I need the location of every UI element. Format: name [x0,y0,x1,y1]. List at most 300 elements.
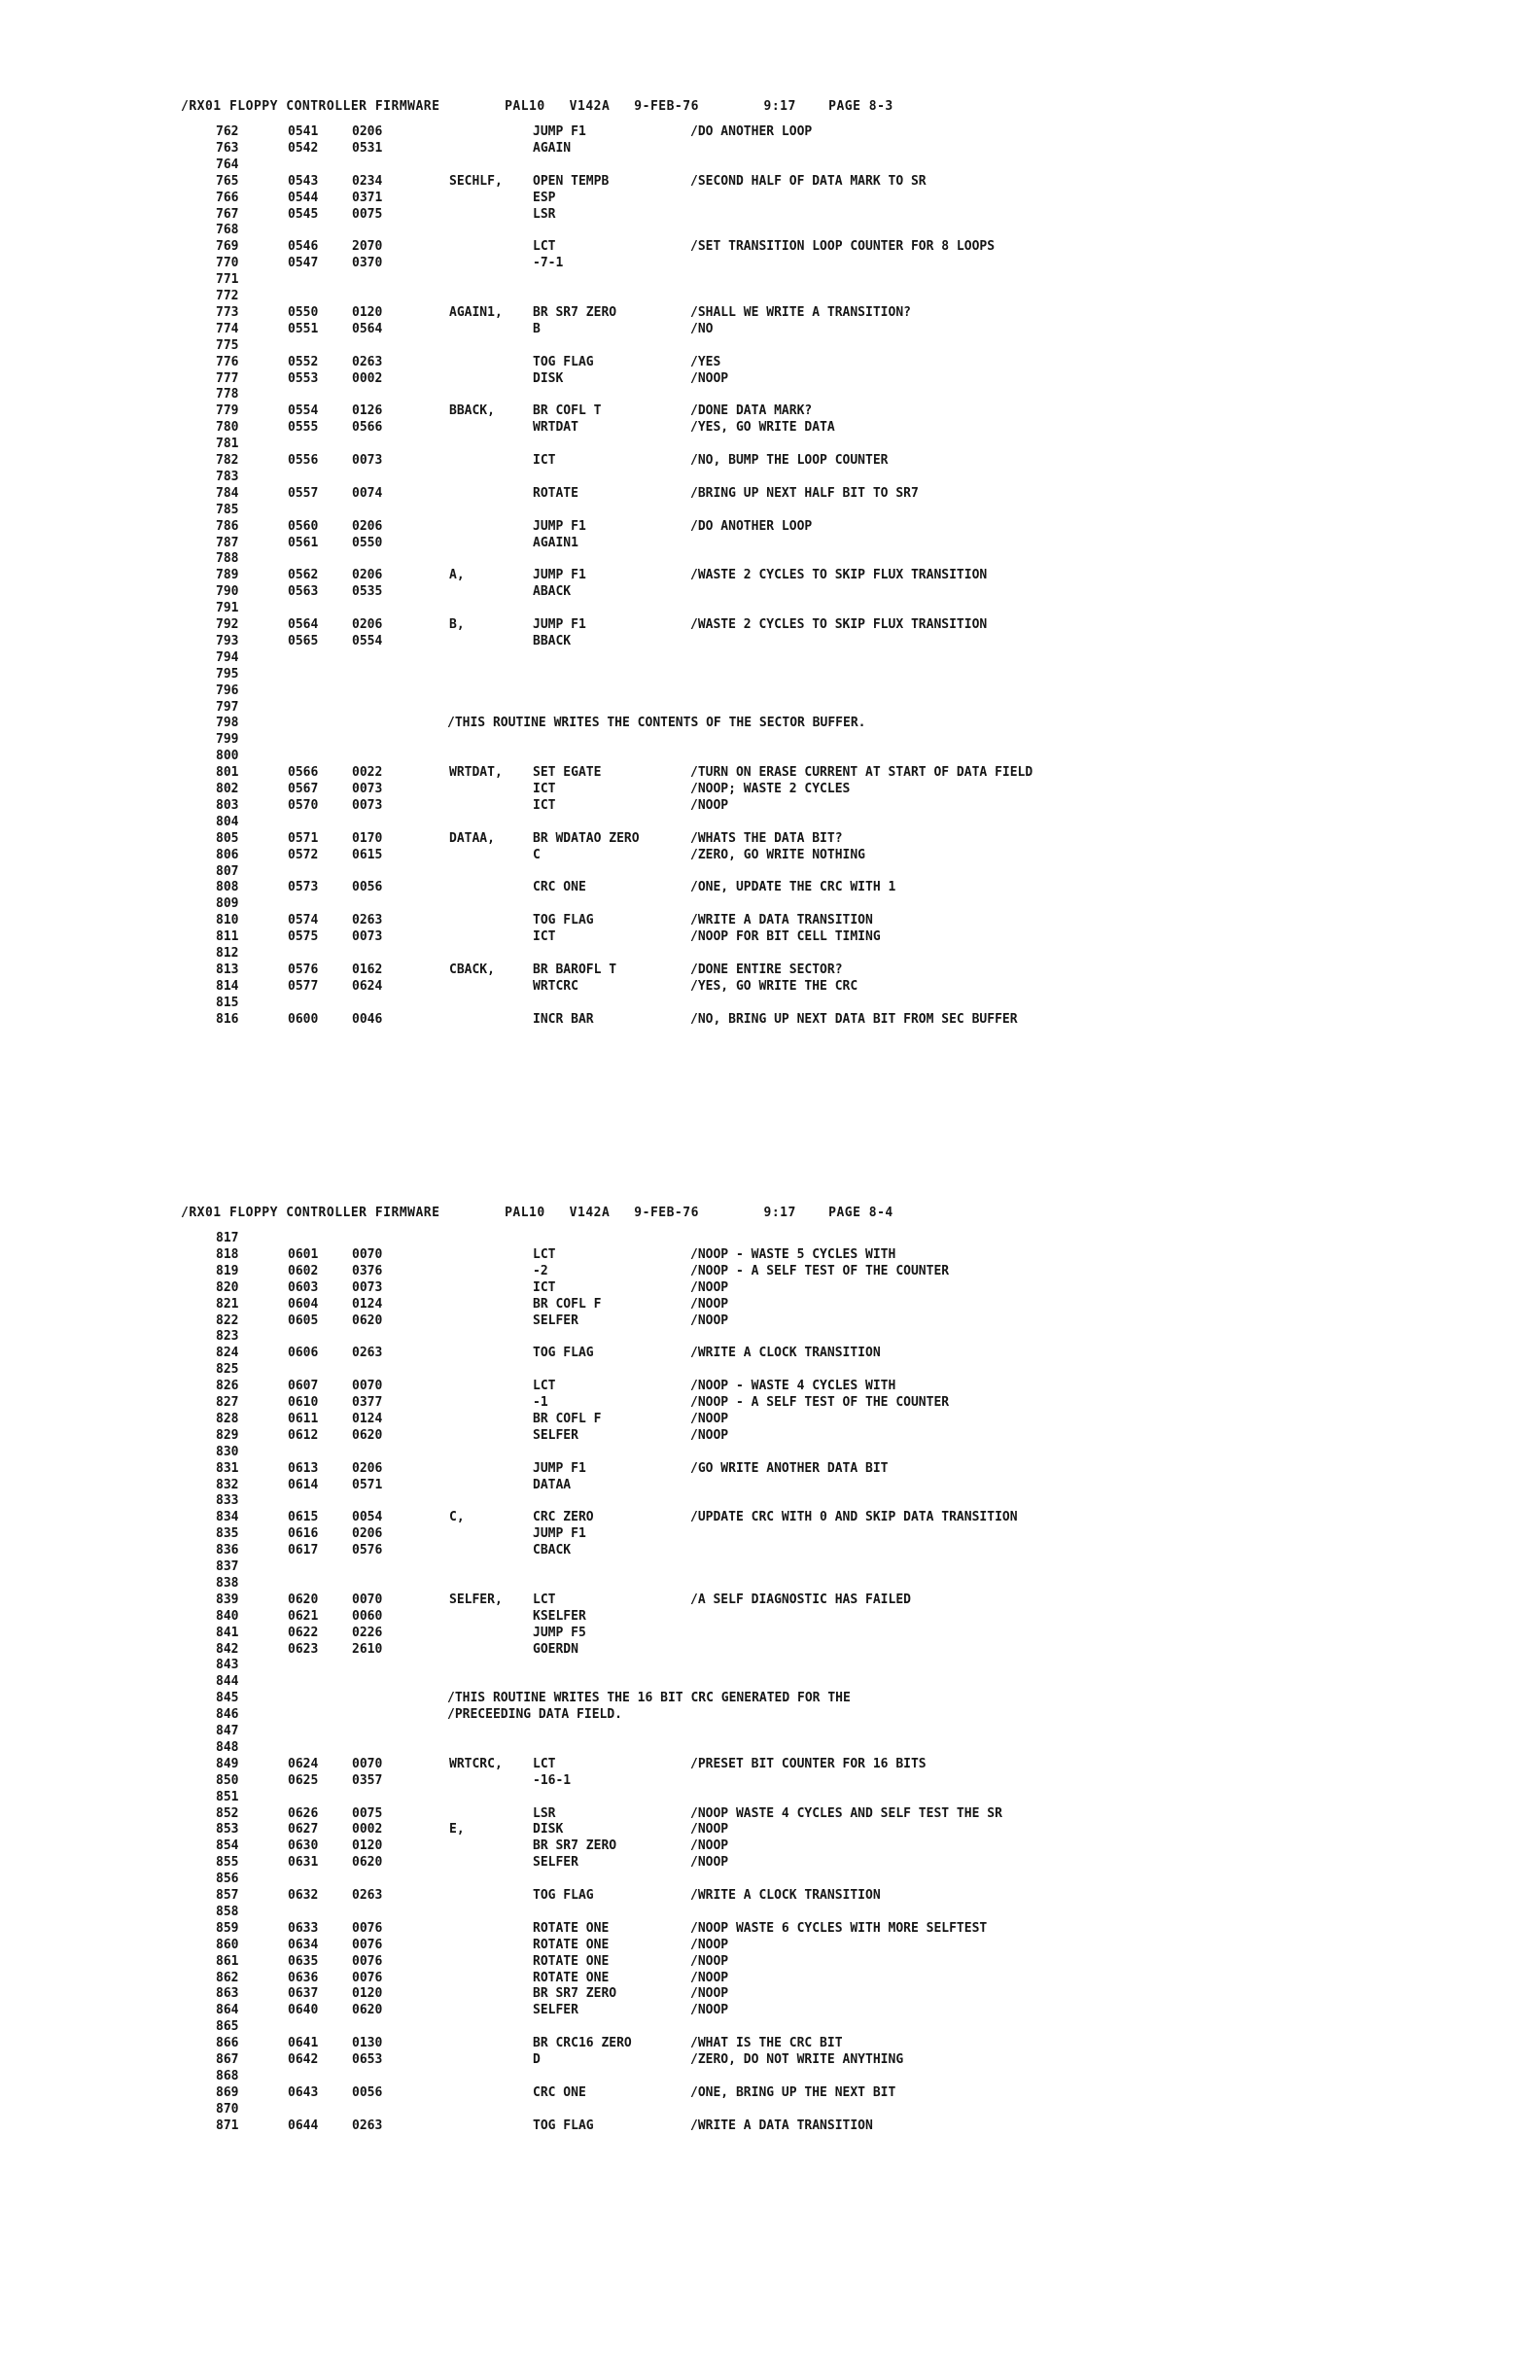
address: 0603 [288,1279,319,1295]
line-number: 813 [216,962,239,977]
listing-line [0,2036,1540,2052]
line-number: 764 [216,157,239,172]
listing-line [0,124,1540,141]
listing-line [0,1986,1540,2003]
address: 0573 [288,880,319,895]
line-number: 795 [216,666,239,682]
instruction: SELFER [533,1855,578,1871]
comment: /NO [690,321,714,336]
octal-value: 0070 [352,1379,383,1394]
listing-line [0,880,1540,896]
instruction: LSR [533,206,556,222]
instruction: KSELFER [533,1608,586,1624]
listing-line [0,1740,1540,1757]
address: 0613 [288,1460,319,1476]
listing-line [0,223,1540,239]
address: 0556 [288,453,319,468]
comment: /ZERO, GO WRITE NOTHING [690,847,866,862]
listing-line [0,551,1540,568]
line-number: 819 [216,1263,239,1278]
address: 0551 [288,321,319,336]
line-number: 773 [216,304,239,320]
instruction: LCT [533,1246,556,1262]
line-number: 803 [216,797,239,813]
line-number: 828 [216,1411,239,1426]
listing-line [0,896,1540,913]
line-number: 846 [216,1707,239,1723]
octal-value: 0206 [352,1526,383,1542]
line-number: 841 [216,1625,239,1640]
octal-value: 0263 [352,2118,383,2133]
instruction: SELFER [533,1427,578,1443]
comment: /A SELF DIAGNOSTIC HAS FAILED [690,1592,911,1607]
line-number: 859 [216,1920,239,1936]
listing-line [0,1707,1540,1724]
octal-value: 0076 [352,1953,383,1969]
instruction: CRC ONE [533,2084,586,2100]
line-number: 826 [216,1379,239,1394]
line-number: 796 [216,682,239,698]
comment: /SET TRANSITION LOOP COUNTER FOR 8 LOOPS [690,239,996,255]
instruction: ROTATE ONE [533,1970,610,1985]
address: 0550 [288,304,319,320]
octal-value: 0263 [352,913,383,928]
address: 0561 [288,535,319,550]
address: 0555 [288,420,319,436]
listing-line [0,453,1540,470]
line-number: 861 [216,1953,239,1969]
listing-line [0,1012,1540,1029]
comment: /NOOP [690,1312,729,1328]
address: 0571 [288,830,319,846]
listing-line [0,1888,1540,1905]
comment: /SHALL WE WRITE A TRANSITION? [690,304,911,320]
octal-value: 0531 [352,140,383,156]
line-number: 790 [216,584,239,600]
comment: /NOOP [690,797,729,813]
octal-value: 0206 [352,1460,383,1476]
line-number: 799 [216,732,239,748]
octal-value: 0070 [352,1592,383,1607]
listing-line [0,387,1540,403]
line-number: 801 [216,765,239,781]
octal-value: 0263 [352,354,383,369]
instruction: ABACK [533,584,572,600]
label: SECHLF, [449,173,503,189]
listing-line [0,1938,1540,1954]
listing-line [0,1526,1540,1543]
line-number: 811 [216,929,239,945]
address: 0576 [288,962,319,977]
line-number: 797 [216,699,239,715]
listing-line [0,1592,1540,1609]
line-number: 770 [216,256,239,271]
listing-line [0,1921,1540,1938]
line-number: 822 [216,1312,239,1328]
comment: /YES, GO WRITE THE CRC [690,978,858,994]
listing-line [0,1626,1540,1642]
listing-line [0,1872,1540,1888]
listing-line [0,437,1540,453]
octal-value: 0550 [352,535,383,550]
listing-line [0,1428,1540,1445]
listing-line [0,1905,1540,1921]
octal-value: 0022 [352,765,383,781]
label: DATAA, [449,830,495,846]
instruction: AGAIN1 [533,535,578,550]
comment: /NOOP - A SELF TEST OF THE COUNTER [690,1395,950,1410]
comment: /NOOP [690,1937,729,1952]
address: 0607 [288,1379,319,1394]
listing-line [0,601,1540,617]
comment: /WRITE A CLOCK TRANSITION [690,1888,881,1903]
instruction: B [533,321,541,336]
listing-line [0,1806,1540,1823]
line-number: 836 [216,1543,239,1558]
line-number: 792 [216,617,239,632]
listing-line [0,289,1540,305]
address: 0604 [288,1296,319,1312]
instruction: GOERDN [533,1641,578,1657]
instruction: -16-1 [533,1772,572,1788]
line-number: 786 [216,518,239,534]
octal-value: 0566 [352,420,383,436]
octal-value: 0073 [352,782,383,796]
instruction: SELFER [533,1312,578,1328]
address: 0600 [288,1011,319,1027]
octal-value: 0234 [352,173,383,189]
listing-line [0,1609,1540,1626]
address: 0563 [288,584,319,600]
listing-line [0,1412,1540,1428]
line-number: 794 [216,649,239,665]
line-number: 871 [216,2118,239,2133]
instruction: CRC ZERO [533,1510,594,1525]
address: 0543 [288,173,319,189]
instruction: TOG FLAG [533,2118,594,2133]
address: 0636 [288,1970,319,1985]
comment: /YES, GO WRITE DATA [690,420,835,436]
comment: /NOOP [690,1838,729,1854]
instruction: JUMP F1 [533,617,586,632]
address: 0616 [288,1526,319,1542]
line-number: 834 [216,1510,239,1525]
address: 0602 [288,1263,319,1278]
page-header: /RX01 FLOPPY CONTROLLER FIRMWARE PAL10 V142A 9-FEB-76 9:17 PAGE 8-4 [181,1206,893,1220]
octal-value: 0620 [352,2003,383,2018]
listing-line [0,519,1540,536]
listing-line [0,2085,1540,2102]
comment: /NOOP [690,1953,729,1969]
line-number: 817 [216,1231,239,1245]
comment: /DO ANOTHER LOOP [690,518,813,534]
address: 0541 [288,124,319,139]
line-number: 858 [216,1904,239,1919]
line-number: 812 [216,946,239,961]
octal-value: 0377 [352,1395,383,1410]
listing-line [0,1445,1540,1461]
listing-line [0,207,1540,224]
line-number: 808 [216,880,239,895]
comment: /BRING UP NEXT HALF BIT TO SR7 [690,485,919,501]
address: 0560 [288,518,319,534]
line-number: 767 [216,206,239,222]
comment: /WHAT IS THE CRC BIT [690,2036,843,2051]
line-number: 802 [216,782,239,796]
line-number: 807 [216,863,239,879]
octal-value: 2070 [352,239,383,255]
instruction: ICT [533,453,556,468]
address: 0615 [288,1510,319,1525]
listing-line [0,239,1540,256]
listing-line [0,1971,1540,1987]
instruction: JUMP F5 [533,1625,586,1640]
listing-line [0,1658,1540,1674]
instruction: -2 [533,1263,548,1278]
listing-line [0,765,1540,782]
instruction: ROTATE [533,485,578,501]
address: 0562 [288,568,319,583]
address: 0627 [288,1822,319,1838]
comment: /NOOP [690,1822,729,1838]
listing-line [0,700,1540,717]
instruction: ROTATE ONE [533,1920,610,1936]
listing-line [0,1362,1540,1379]
address: 0637 [288,1986,319,2002]
line-number: 842 [216,1641,239,1657]
line-number: 793 [216,633,239,648]
line-number: 856 [216,1872,239,1887]
listing-line [0,864,1540,881]
instruction: DISK [533,1822,564,1838]
address: 0620 [288,1592,319,1607]
address: 0605 [288,1312,319,1328]
line-number: 821 [216,1296,239,1312]
instruction: LCT [533,1756,556,1771]
line-number: 840 [216,1608,239,1624]
octal-value: 0206 [352,124,383,139]
octal-value: 0046 [352,1011,383,1027]
octal-value: 0206 [352,568,383,583]
instruction: TOG FLAG [533,354,594,369]
octal-value: 0620 [352,1312,383,1328]
line-number: 804 [216,814,239,829]
line-number: 784 [216,485,239,501]
line-number: 806 [216,847,239,862]
comment: /DO ANOTHER LOOP [690,124,813,139]
line-number: 783 [216,469,239,484]
line-number: 865 [216,2019,239,2035]
listing-line [0,272,1540,289]
line-number: 853 [216,1822,239,1838]
label: BBACK, [449,403,495,419]
address: 0545 [288,206,319,222]
instruction: BR SR7 ZERO [533,1986,617,2002]
line-number: 769 [216,239,239,255]
listing-line [0,1297,1540,1313]
octal-value: 0620 [352,1427,383,1443]
line-number: 800 [216,749,239,764]
instruction: CRC ONE [533,880,586,895]
line-number: 816 [216,1011,239,1027]
label: E, [449,1822,465,1838]
instruction: C [533,847,541,862]
octal-value: 0370 [352,256,383,271]
comment: /ONE, UPDATE THE CRC WITH 1 [690,880,896,895]
line-number: 815 [216,995,239,1010]
line-number: 855 [216,1855,239,1871]
octal-value: 0653 [352,2052,383,2067]
address: 0546 [288,239,319,255]
comment: /NOOP WASTE 6 CYCLES WITH MORE SELFTEST [690,1920,988,1936]
instruction: BR COFL F [533,1296,602,1312]
octal-value: 0124 [352,1411,383,1426]
listing-line [0,831,1540,848]
comment-text: /THIS ROUTINE WRITES THE CONTENTS OF THE SECTOR BUFFER. [447,716,866,731]
octal-value: 0073 [352,453,383,468]
line-number: 818 [216,1246,239,1262]
listing-line [0,256,1540,272]
line-number: 837 [216,1559,239,1574]
instruction: BR COFL F [533,1411,602,1426]
address: 0622 [288,1625,319,1640]
listing-line [0,1543,1540,1559]
octal-value: 0615 [352,847,383,862]
octal-value: 0075 [352,1805,383,1821]
address: 0564 [288,617,319,632]
line-number: 766 [216,190,239,205]
listing-line [0,1855,1540,1872]
octal-value: 0075 [352,206,383,222]
listing-line [0,1773,1540,1790]
listing-line [0,1724,1540,1740]
comment: /NOOP - WASTE 5 CYCLES WITH [690,1246,896,1262]
listing-line [0,1395,1540,1412]
octal-value: 0170 [352,830,383,846]
comment: /NOOP [690,1970,729,1985]
comment: /NOOP [690,1411,729,1426]
listing-line [0,1838,1540,1855]
listing-line [0,1329,1540,1346]
line-number: 787 [216,535,239,550]
listing-line [0,1231,1540,1247]
listing-line [0,305,1540,322]
listing-line [0,470,1540,486]
address: 0633 [288,1920,319,1936]
instruction: BR BAROFL T [533,962,617,977]
line-number: 845 [216,1691,239,1706]
listing-line [0,1510,1540,1526]
instruction: AGAIN [533,140,572,156]
address: 0641 [288,2036,319,2051]
comment: /WRITE A DATA TRANSITION [690,2118,873,2133]
address: 0572 [288,847,319,862]
instruction: JUMP F1 [533,124,586,139]
line-number: 870 [216,2101,239,2117]
octal-value: 0206 [352,518,383,534]
address: 0611 [288,1411,319,1426]
line-number: 867 [216,2052,239,2067]
octal-value: 0124 [352,1296,383,1312]
line-number: 860 [216,1937,239,1952]
address: 0626 [288,1805,319,1821]
line-number: 780 [216,420,239,436]
address: 0631 [288,1855,319,1871]
listing-line [0,1674,1540,1691]
listing-line [0,929,1540,946]
comment: /NOOP - WASTE 4 CYCLES WITH [690,1379,896,1394]
comment: /NOOP [690,1986,729,2002]
instruction: BR WDATAO ZERO [533,830,640,846]
octal-value: 0206 [352,617,383,632]
listing-line [0,1790,1540,1806]
line-number: 782 [216,453,239,468]
listing-line [0,848,1540,864]
octal-value: 0056 [352,2084,383,2100]
instruction: D [533,2052,541,2067]
line-number: 768 [216,223,239,238]
octal-value: 0535 [352,584,383,600]
line-number: 791 [216,601,239,616]
listing-line [0,1559,1540,1576]
comment: /TURN ON ERASE CURRENT AT START OF DATA FIELD [690,765,1033,781]
comment: /NOOP WASTE 4 CYCLES AND SELF TEST THE SR [690,1805,1002,1821]
line-number: 762 [216,124,239,139]
listing-line [0,2118,1540,2135]
address: 0614 [288,1477,319,1492]
octal-value: 2610 [352,1641,383,1657]
octal-value: 0073 [352,929,383,945]
instruction: JUMP F1 [533,518,586,534]
comment: /NO, BUMP THE LOOP COUNTER [690,453,889,468]
address: 0575 [288,929,319,945]
address: 0635 [288,1953,319,1969]
address: 0630 [288,1838,319,1854]
address: 0642 [288,2052,319,2067]
line-number: 835 [216,1526,239,1542]
line-number: 832 [216,1477,239,1492]
listing-line [0,191,1540,207]
line-number: 788 [216,551,239,567]
comment: /ONE, BRING UP THE NEXT BIT [690,2084,896,2100]
instruction: BBACK [533,633,572,648]
comment: /NOOP - A SELF TEST OF THE COUNTER [690,1263,950,1278]
comment: /DONE DATA MARK? [690,403,813,419]
listing-line [0,1691,1540,1707]
listing-line [0,946,1540,962]
label: AGAIN1, [449,304,503,320]
address: 0552 [288,354,319,369]
octal-value: 0056 [352,880,383,895]
instruction: CBACK [533,1543,572,1558]
listing-line [0,2052,1540,2069]
line-number: 869 [216,2084,239,2100]
octal-value: 0371 [352,190,383,205]
instruction: -1 [533,1395,548,1410]
comment: /NOOP [690,370,729,386]
line-number: 774 [216,321,239,336]
line-number: 771 [216,272,239,288]
label: B, [449,617,465,632]
octal-value: 0126 [352,403,383,419]
comment: /NOOP; WASTE 2 CYCLES [690,782,851,796]
line-number: 839 [216,1592,239,1607]
comment: /WASTE 2 CYCLES TO SKIP FLUX TRANSITION [690,568,988,583]
comment: /ZERO, DO NOT WRITE ANYTHING [690,2052,904,2067]
line-number: 778 [216,387,239,402]
label: CBACK, [449,962,495,977]
line-number: 831 [216,1460,239,1476]
